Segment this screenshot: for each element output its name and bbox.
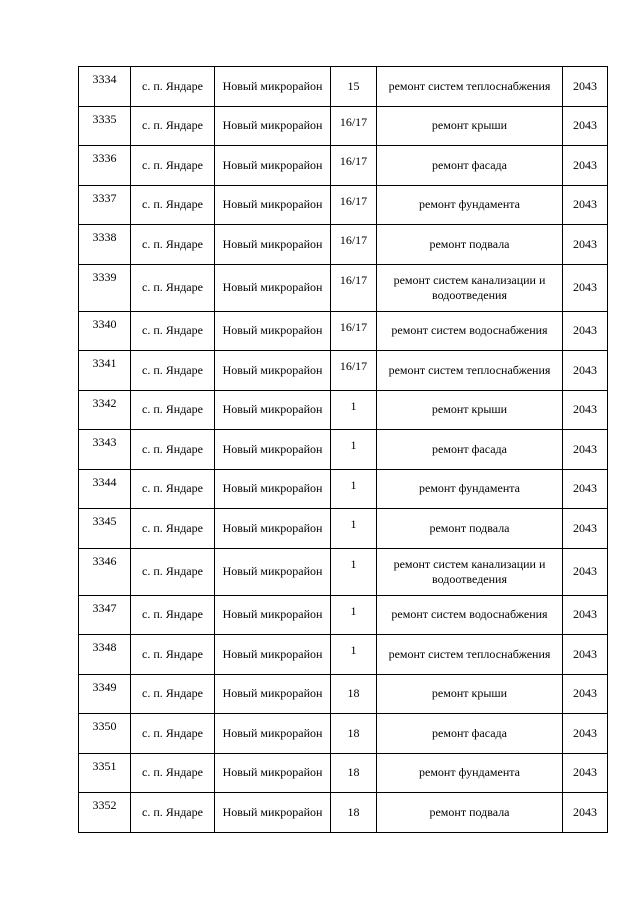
cell-record-number: 3334: [79, 67, 131, 107]
cell-house-number: 16/17: [331, 185, 377, 225]
cell-street: Новый микрорайон: [215, 351, 331, 391]
cell-record-number: 3349: [79, 674, 131, 714]
table-row: [79, 548, 608, 595]
cell-work-type: ремонт систем канализации и водоотведения: [377, 548, 563, 595]
cell-settlement: с. п. Яндаре: [131, 106, 215, 146]
cell-record-number: 3342: [79, 390, 131, 430]
cell-settlement: с. п. Яндаре: [131, 430, 215, 470]
cell-street: Новый микрорайон: [215, 67, 331, 107]
table-row: [79, 469, 608, 509]
cell-street: Новый микрорайон: [215, 311, 331, 351]
cell-work-type: ремонт фасада: [377, 430, 563, 470]
cell-record-number: 3344: [79, 469, 131, 509]
cell-house-number: 16/17: [331, 311, 377, 351]
cell-settlement: с. п. Яндаре: [131, 753, 215, 793]
table-row: [79, 714, 608, 754]
table-row: [79, 509, 608, 549]
cell-street: Новый микрорайон: [215, 793, 331, 833]
cell-settlement: с. п. Яндаре: [131, 311, 215, 351]
table-row: [79, 146, 608, 186]
table-row: [79, 67, 608, 107]
cell-year: 2043: [563, 185, 608, 225]
cell-settlement: с. п. Яндаре: [131, 67, 215, 107]
cell-work-type: ремонт крыши: [377, 106, 563, 146]
cell-year: 2043: [563, 106, 608, 146]
cell-street: Новый микрорайон: [215, 595, 331, 635]
table-row: [79, 264, 608, 311]
cell-settlement: с. п. Яндаре: [131, 390, 215, 430]
cell-work-type: ремонт подвала: [377, 225, 563, 265]
cell-house-number: 16/17: [331, 106, 377, 146]
cell-street: Новый микрорайон: [215, 469, 331, 509]
cell-year: 2043: [563, 548, 608, 595]
table-row: [79, 390, 608, 430]
cell-house-number: 18: [331, 793, 377, 833]
cell-year: 2043: [563, 793, 608, 833]
cell-work-type: ремонт систем теплоснабжения: [377, 67, 563, 107]
cell-street: Новый микрорайон: [215, 548, 331, 595]
cell-record-number: 3339: [79, 264, 131, 311]
cell-street: Новый микрорайон: [215, 635, 331, 675]
cell-house-number: 18: [331, 674, 377, 714]
cell-work-type: ремонт подвала: [377, 509, 563, 549]
cell-settlement: с. п. Яндаре: [131, 509, 215, 549]
cell-work-type: ремонт подвала: [377, 793, 563, 833]
cell-street: Новый микрорайон: [215, 106, 331, 146]
cell-work-type: ремонт систем канализации и водоотведения: [377, 264, 563, 311]
table-row: [79, 351, 608, 391]
cell-year: 2043: [563, 469, 608, 509]
cell-record-number: 3343: [79, 430, 131, 470]
cell-record-number: 3350: [79, 714, 131, 754]
cell-settlement: с. п. Яндаре: [131, 714, 215, 754]
cell-street: Новый микрорайон: [215, 146, 331, 186]
cell-work-type: ремонт фасада: [377, 146, 563, 186]
cell-work-type: ремонт систем теплоснабжения: [377, 351, 563, 391]
cell-house-number: 1: [331, 548, 377, 595]
cell-work-type: ремонт фундамента: [377, 185, 563, 225]
table-row: [79, 753, 608, 793]
table-row: [79, 311, 608, 351]
table-row: [79, 430, 608, 470]
cell-settlement: с. п. Яндаре: [131, 185, 215, 225]
cell-record-number: 3352: [79, 793, 131, 833]
cell-year: 2043: [563, 714, 608, 754]
cell-record-number: 3340: [79, 311, 131, 351]
cell-settlement: с. п. Яндаре: [131, 146, 215, 186]
cell-house-number: 1: [331, 635, 377, 675]
cell-house-number: 1: [331, 430, 377, 470]
cell-street: Новый микрорайон: [215, 264, 331, 311]
cell-street: Новый микрорайон: [215, 185, 331, 225]
cell-work-type: ремонт систем водоснабжения: [377, 311, 563, 351]
cell-settlement: с. п. Яндаре: [131, 674, 215, 714]
cell-record-number: 3336: [79, 146, 131, 186]
cell-settlement: с. п. Яндаре: [131, 793, 215, 833]
cell-year: 2043: [563, 635, 608, 675]
cell-work-type: ремонт систем теплоснабжения: [377, 635, 563, 675]
cell-street: Новый микрорайон: [215, 753, 331, 793]
cell-work-type: ремонт фасада: [377, 714, 563, 754]
cell-house-number: 1: [331, 469, 377, 509]
cell-street: Новый микрорайон: [215, 509, 331, 549]
cell-record-number: 3341: [79, 351, 131, 391]
register-body: [79, 67, 608, 833]
cell-street: Новый микрорайон: [215, 674, 331, 714]
cell-street: Новый микрорайон: [215, 390, 331, 430]
cell-record-number: 3351: [79, 753, 131, 793]
cell-work-type: ремонт фундамента: [377, 469, 563, 509]
cell-street: Новый микрорайон: [215, 225, 331, 265]
repair-register-table: [78, 66, 608, 833]
cell-record-number: 3337: [79, 185, 131, 225]
cell-record-number: 3335: [79, 106, 131, 146]
cell-settlement: с. п. Яндаре: [131, 351, 215, 391]
cell-house-number: 18: [331, 753, 377, 793]
cell-year: 2043: [563, 753, 608, 793]
cell-year: 2043: [563, 351, 608, 391]
cell-year: 2043: [563, 509, 608, 549]
table-row: [79, 674, 608, 714]
cell-settlement: с. п. Яндаре: [131, 595, 215, 635]
table-row: [79, 185, 608, 225]
cell-record-number: 3347: [79, 595, 131, 635]
cell-year: 2043: [563, 67, 608, 107]
cell-record-number: 3345: [79, 509, 131, 549]
table-row: [79, 106, 608, 146]
cell-house-number: 1: [331, 509, 377, 549]
cell-house-number: 15: [331, 67, 377, 107]
cell-work-type: ремонт крыши: [377, 390, 563, 430]
table-row: [79, 595, 608, 635]
cell-house-number: 1: [331, 595, 377, 635]
cell-house-number: 16/17: [331, 146, 377, 186]
cell-house-number: 1: [331, 390, 377, 430]
cell-year: 2043: [563, 390, 608, 430]
cell-house-number: 18: [331, 714, 377, 754]
cell-record-number: 3348: [79, 635, 131, 675]
cell-year: 2043: [563, 264, 608, 311]
cell-settlement: с. п. Яндаре: [131, 264, 215, 311]
cell-house-number: 16/17: [331, 225, 377, 265]
cell-work-type: ремонт фундамента: [377, 753, 563, 793]
table-row: [79, 635, 608, 675]
cell-year: 2043: [563, 225, 608, 265]
cell-record-number: 3338: [79, 225, 131, 265]
cell-work-type: ремонт крыши: [377, 674, 563, 714]
cell-work-type: ремонт систем водоснабжения: [377, 595, 563, 635]
table-row: [79, 793, 608, 833]
cell-settlement: с. п. Яндаре: [131, 469, 215, 509]
cell-settlement: с. п. Яндаре: [131, 548, 215, 595]
cell-year: 2043: [563, 430, 608, 470]
cell-settlement: с. п. Яндаре: [131, 635, 215, 675]
cell-street: Новый микрорайон: [215, 430, 331, 470]
cell-record-number: 3346: [79, 548, 131, 595]
cell-year: 2043: [563, 595, 608, 635]
cell-settlement: с. п. Яндаре: [131, 225, 215, 265]
cell-year: 2043: [563, 146, 608, 186]
cell-year: 2043: [563, 674, 608, 714]
table-row: [79, 225, 608, 265]
cell-house-number: 16/17: [331, 351, 377, 391]
cell-year: 2043: [563, 311, 608, 351]
cell-house-number: 16/17: [331, 264, 377, 311]
cell-street: Новый микрорайон: [215, 714, 331, 754]
